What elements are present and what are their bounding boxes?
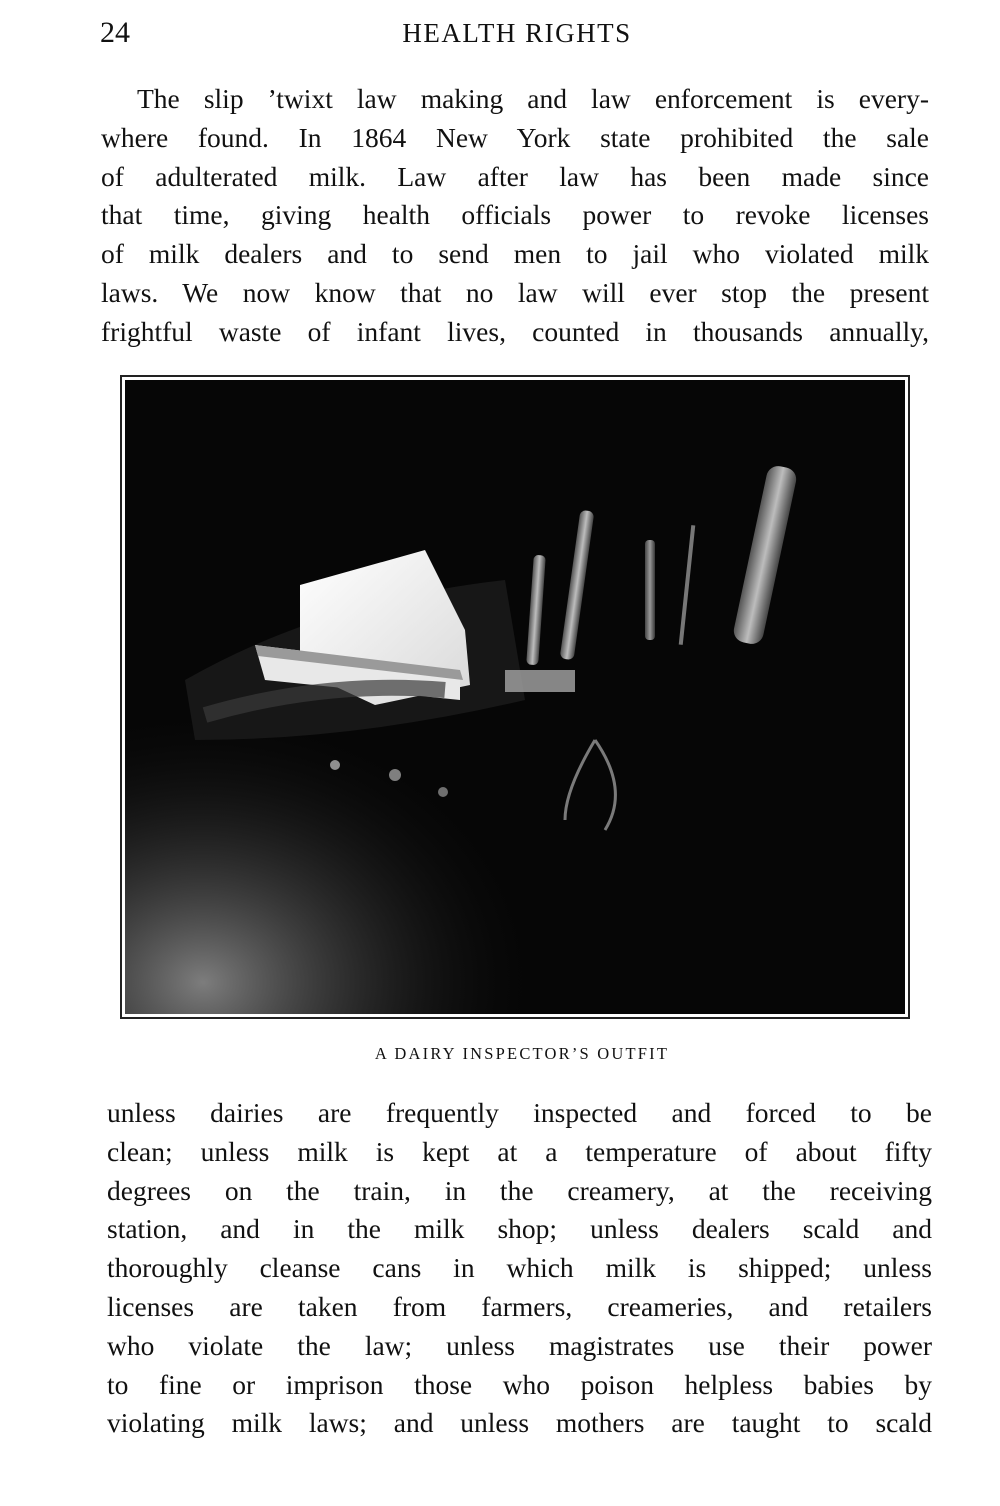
text-line: licenses are taken from farmers, creameries, and retailers <box>107 1290 932 1322</box>
small-item <box>330 760 340 770</box>
figure-caption: A DAIRY INSPECTOR’S OUTFIT <box>374 1044 670 1063</box>
text-line: of adulterated milk. Law after law has been made since <box>101 160 929 192</box>
photograph <box>125 380 905 1014</box>
text-line: frightful waste of infant lives, counted in thousands annually, <box>101 315 929 347</box>
text-line: violating milk laws; and unless mothers are taught to scald <box>107 1407 932 1439</box>
photograph-plate <box>120 375 910 1019</box>
running-head: HEALTH RIGHTS <box>402 18 632 48</box>
text-line: degrees on the train, in the creamery, at the receiving <box>107 1174 932 1206</box>
text-line: unless dairies are frequently inspected and forced to be <box>107 1097 932 1128</box>
inspector-outfit-photo <box>125 380 905 1014</box>
page-number: 24 <box>100 16 130 49</box>
text-line: station, and in the milk shop; unless dealers scald and <box>107 1213 932 1245</box>
text-line: The slip ’twixt law making and law enforcement is every- <box>137 83 929 114</box>
test-tube <box>645 540 655 640</box>
text-line: of milk dealers and to send men to jail who violated milk <box>101 238 929 270</box>
small-item <box>389 769 401 781</box>
text-line: laws. We now know that no law will ever stop the present <box>101 276 929 308</box>
text-line: where found. In 1864 New York state prohibited the sale <box>101 121 929 153</box>
text-line: to fine or imprison those who poison helpless babies by <box>107 1368 932 1400</box>
paragraph-bottom <box>107 1094 932 1443</box>
small-item <box>438 787 448 797</box>
paragraph-top <box>101 80 929 352</box>
text-line: that time, giving health officials power to revoke licenses <box>101 199 929 231</box>
text-line: clean; unless milk is kept at a temperature of about fifty <box>107 1135 932 1167</box>
rack-base <box>505 670 575 692</box>
text-line: thoroughly cleanse cans in which milk is shipped; unless <box>107 1252 932 1284</box>
text-line: who violate the law; unless magistrates use their power <box>107 1329 932 1361</box>
